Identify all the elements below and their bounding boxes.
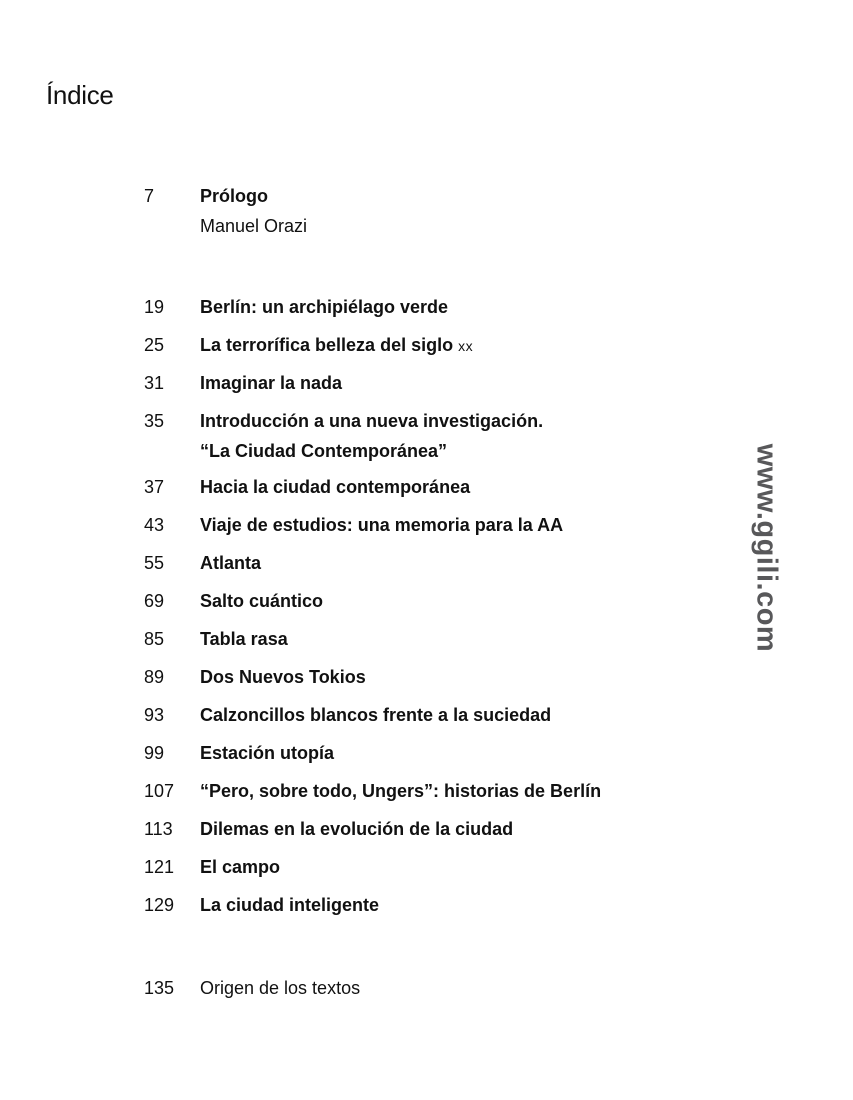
entry-text [200,368,720,398]
page-number: 7 [144,186,155,206]
page-number: 55 [144,553,165,573]
entry-text [200,292,720,322]
page-number: 107 [144,781,175,801]
entry-title: Tabla rasa [200,629,288,649]
page-number: 25 [144,335,165,355]
page-number: 99 [144,743,165,763]
entry-author: Manuel Orazi [200,216,308,236]
entry-title: El campo [200,857,281,877]
entry-title [200,330,720,361]
entry-title-line2: “La Ciudad Contemporánea” [200,441,448,461]
entry-text [200,181,720,241]
page-number: 129 [144,895,175,915]
entry-text [200,472,720,502]
entry-text [200,548,720,578]
page-number: 113 [144,819,173,839]
entry-title: Viaje de estudios: una memoria para la AA [200,515,564,535]
entry-title: Dilemas en la evolución de la ciudad [200,819,514,839]
entry-title: Prólogo [200,186,268,206]
entry-text [200,852,720,882]
entry-title: Salto cuántico [200,591,324,611]
entry-title-smallcaps: xx [458,338,474,354]
page-title: Índice [46,80,114,110]
page-number: 31 [144,373,165,393]
entry-title: “Pero, sobre todo, Ungers”: historias de Berlín [200,781,602,801]
entry-text [200,586,720,616]
entry-text [200,738,720,768]
entry-title: Dos Nuevos Tokios [200,667,366,687]
entry-text [200,624,720,654]
entry-text [200,406,720,466]
page-number: 69 [144,591,165,611]
entry-title: Atlanta [200,553,262,573]
entry-text [200,700,720,730]
entry-text [200,330,720,361]
entry-title: Imaginar la nada [200,373,343,393]
entry-text [200,814,720,844]
page-number: 37 [144,477,165,497]
entry-title: La ciudad inteligente [200,895,380,915]
page-number: 89 [144,667,165,687]
page-number: 85 [144,629,165,649]
entry-text [200,510,720,540]
entry-text [200,662,720,692]
entry-title: Estación utopía [200,743,335,763]
entry-title: Origen de los textos [200,978,361,998]
page-number: 121 [144,857,175,877]
page-number: 135 [144,978,175,998]
publisher-url-watermark: www.ggili.com [750,443,783,653]
entry-title-main: La terrorífica belleza del siglo [200,335,454,355]
entry-title: Hacia la ciudad contemporánea [200,477,471,497]
entry-text [200,890,720,920]
entry-text [200,973,720,1003]
page-number: 35 [144,411,165,431]
entry-title: Introducción a una nueva investigación. [200,411,544,431]
page-number: 19 [144,297,165,317]
entry-title: Berlín: un archipiélago verde [200,297,449,317]
entry-text [200,776,720,806]
page-number: 43 [144,515,165,535]
entry-title: Calzoncillos blancos frente a la suciedad [200,705,552,725]
page-number: 93 [144,705,165,725]
